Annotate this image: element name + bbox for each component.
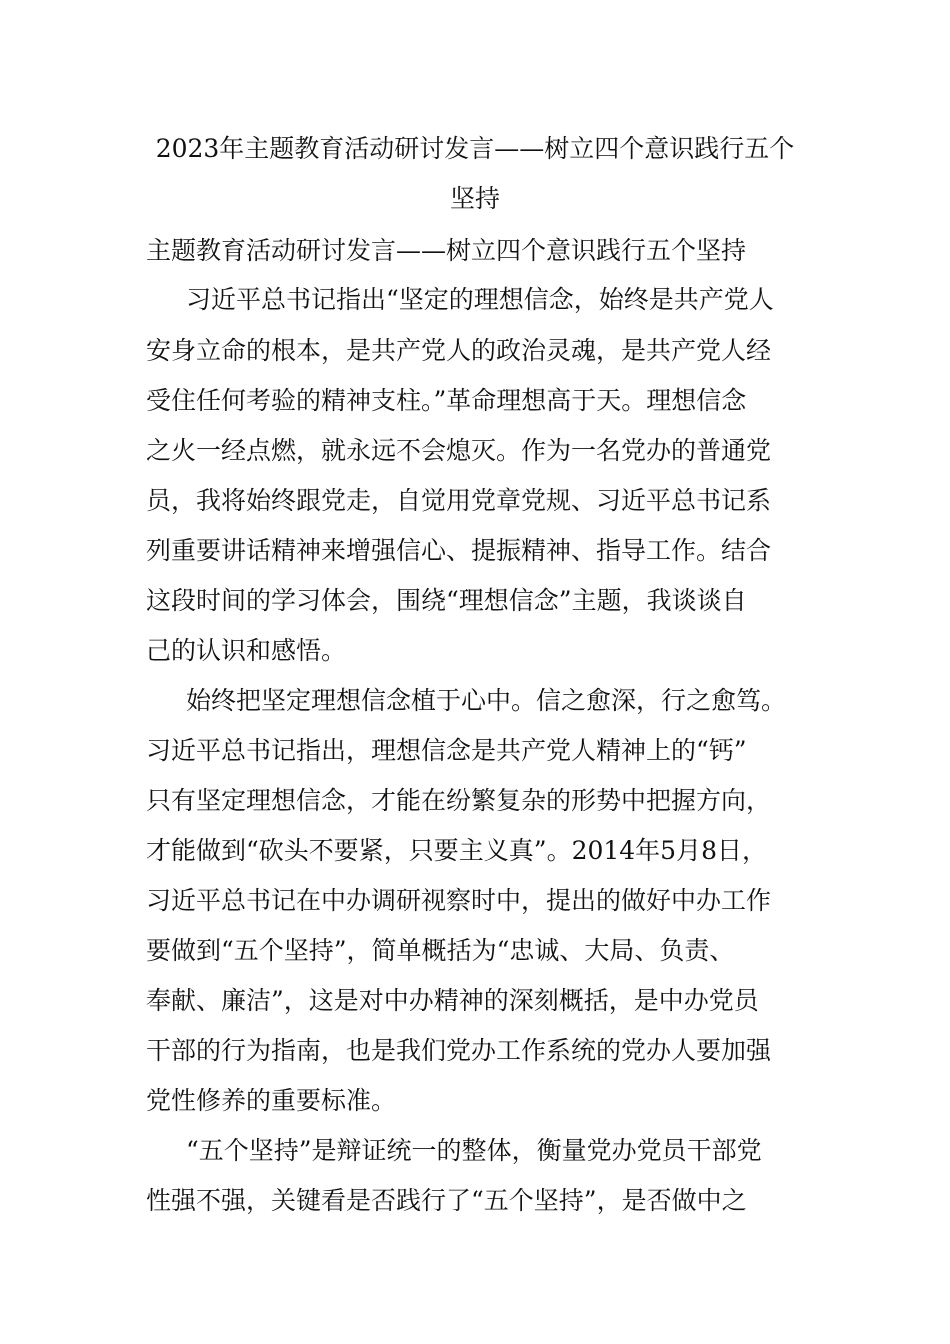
body-line: 只有坚定理想信念，才能在纷繁复杂的形势中把握方向， — [146, 786, 772, 815]
body-line: 始终把坚定理想信念植于心中。信之愈深，行之愈笃。 — [186, 686, 787, 715]
body-line: 要做到“五个坚持”，简单概括为“忠诚、大局、负责、 — [146, 936, 735, 965]
body-line: 己的认识和感悟。 — [146, 636, 347, 665]
body-line: 习近平总书记指出，理想信念是共产党人精神上的“钙” — [146, 736, 747, 765]
body-line: 之火一经点燃，就永远不会熄灭。作为一名党办的普通党 — [146, 436, 772, 465]
body-line: 员，我将始终跟党走，自觉用党章党规、习近平总书记系 — [146, 486, 772, 515]
body-line: 安身立命的根本，是共产党人的政治灵魂，是共产党人经 — [146, 336, 772, 365]
body-line: 党性修养的重要标准。 — [146, 1086, 397, 1115]
body-line: 习近平总书记在中办调研视察时中，提出的做好中办工作 — [146, 886, 772, 915]
body-line: 受住任何考验的精神支柱。”革命理想高于天。理想信念 — [146, 386, 747, 415]
body-line: 奉献、廉洁”，这是对中办精神的深刻概括，是中办党员 — [146, 986, 759, 1015]
document-title-line-2: 坚持 — [449, 184, 500, 213]
body-line: 干部的行为指南，也是我们党办工作系统的党办人要加强 — [146, 1036, 772, 1065]
body-line: “五个坚持”是辩证统一的整体，衡量党办党员干部党 — [186, 1136, 762, 1165]
document-title-line-1: 2023年主题教育活动研讨发言——树立四个意识践行五个 — [155, 134, 795, 163]
document-subtitle: 主题教育活动研讨发言——树立四个意识践行五个坚持 — [146, 236, 747, 265]
body-line: 列重要讲话精神来增强信心、提振精神、指导工作。结合 — [146, 536, 772, 565]
body-line: 性强不强，关键看是否践行了“五个坚持”，是否做中之 — [146, 1186, 747, 1215]
body-line: 才能做到“砍头不要紧，只要主义真”。2014年5月8日， — [146, 836, 767, 865]
body-line: 习近平总书记指出“坚定的理想信念，始终是共产党人 — [186, 285, 774, 314]
body-line: 这段时间的学习体会，围绕“理想信念”主题，我谈谈自 — [146, 586, 747, 615]
